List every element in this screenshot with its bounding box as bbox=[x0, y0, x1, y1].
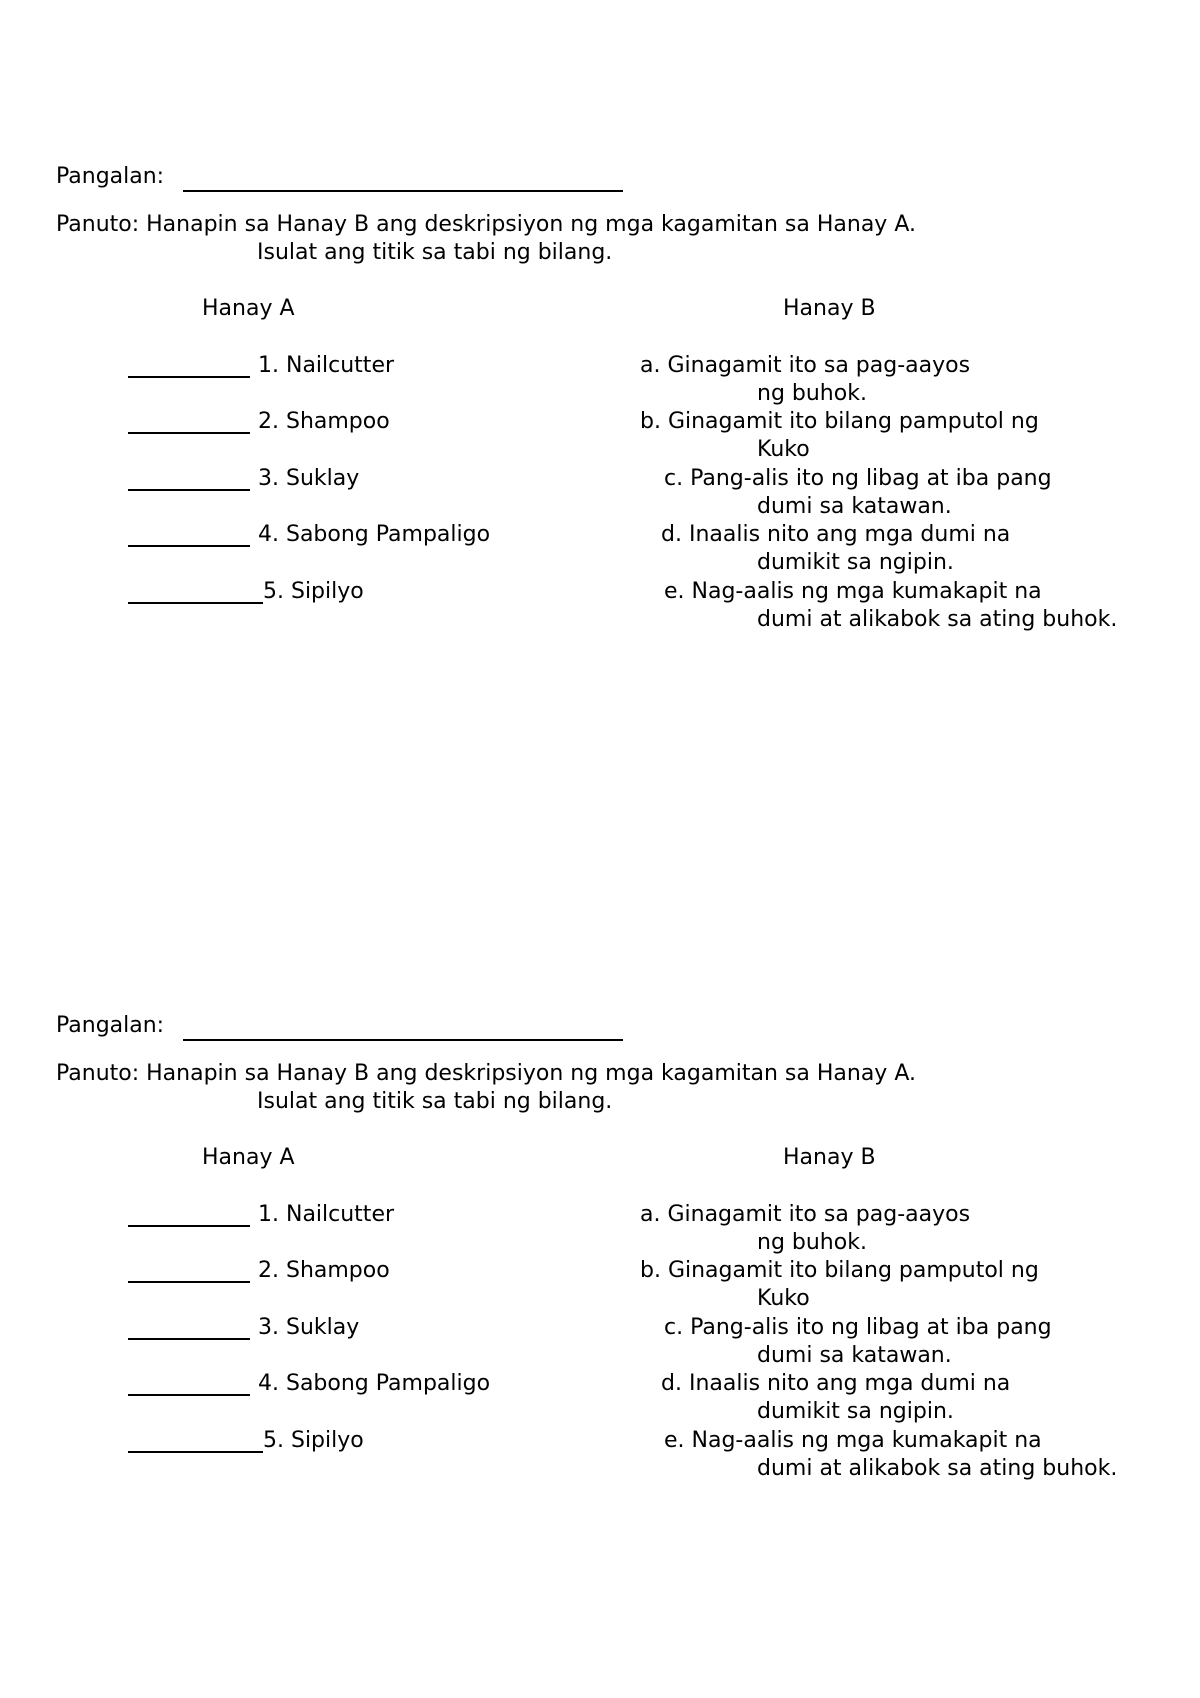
hanay-b-item-e-cont: dumi at alikabok sa ating buhok. bbox=[757, 1456, 1118, 1481]
hanay-a-item-3: 3. Suklay bbox=[258, 1315, 360, 1340]
answer-blank-2[interactable] bbox=[128, 1281, 250, 1283]
hanay-b-item-d: d. Inaalis nito ang mga dumi na bbox=[661, 522, 1011, 547]
hanay-a-item-3: 3. Suklay bbox=[258, 466, 360, 491]
hanay-a-item-1: 1. Nailcutter bbox=[258, 1202, 395, 1227]
instruction-line-2: Isulat ang titik sa tabi ng bilang. bbox=[257, 240, 613, 265]
name-blank-line[interactable] bbox=[183, 190, 623, 192]
hanay-b-item-e: e. Nag-aalis ng mga kumakapit na bbox=[664, 1428, 1042, 1453]
hanay-b-item-a: a. Ginagamit ito sa pag-aayos bbox=[640, 1202, 971, 1227]
name-label: Pangalan: bbox=[56, 164, 165, 189]
hanay-b-item-b-cont: Kuko bbox=[757, 1286, 810, 1311]
hanay-b-item-b: b. Ginagamit ito bilang pamputol ng bbox=[640, 1258, 1039, 1283]
column-b-header: Hanay B bbox=[783, 1145, 876, 1170]
answer-blank-4[interactable] bbox=[128, 1394, 250, 1396]
hanay-b-item-c: c. Pang-alis ito ng libag at iba pang bbox=[664, 1315, 1052, 1340]
hanay-b-item-d: d. Inaalis nito ang mga dumi na bbox=[661, 1371, 1011, 1396]
instruction-line-1: Panuto: Hanapin sa Hanay B ang deskripsiyon ng mga kagamitan sa Hanay A. bbox=[56, 1061, 916, 1086]
hanay-a-item-5: 5. Sipilyo bbox=[263, 1428, 364, 1453]
instruction-line-2: Isulat ang titik sa tabi ng bilang. bbox=[257, 1089, 613, 1114]
column-a-header: Hanay A bbox=[202, 1145, 295, 1170]
hanay-b-item-a-cont: ng buhok. bbox=[757, 381, 867, 406]
answer-blank-5[interactable] bbox=[128, 602, 263, 604]
answer-blank-1[interactable] bbox=[128, 376, 250, 378]
column-a-header: Hanay A bbox=[202, 296, 295, 321]
answer-blank-1[interactable] bbox=[128, 1225, 250, 1227]
hanay-b-item-e-cont: dumi at alikabok sa ating buhok. bbox=[757, 607, 1118, 632]
hanay-a-item-5: 5. Sipilyo bbox=[263, 579, 364, 604]
hanay-b-item-d-cont: dumikit sa ngipin. bbox=[757, 550, 954, 575]
hanay-a-item-2: 2. Shampoo bbox=[258, 409, 390, 434]
hanay-b-item-a: a. Ginagamit ito sa pag-aayos bbox=[640, 353, 971, 378]
hanay-b-item-d-cont: dumikit sa ngipin. bbox=[757, 1399, 954, 1424]
hanay-b-item-b-cont: Kuko bbox=[757, 437, 810, 462]
hanay-a-item-1: 1. Nailcutter bbox=[258, 353, 395, 378]
hanay-b-item-e: e. Nag-aalis ng mga kumakapit na bbox=[664, 579, 1042, 604]
hanay-a-item-4: 4. Sabong Pampaligo bbox=[258, 1371, 491, 1396]
instruction-line-1: Panuto: Hanapin sa Hanay B ang deskripsiyon ng mga kagamitan sa Hanay A. bbox=[56, 212, 916, 237]
answer-blank-2[interactable] bbox=[128, 432, 250, 434]
answer-blank-3[interactable] bbox=[128, 489, 250, 491]
worksheet-2 bbox=[0, 849, 1200, 1698]
answer-blank-5[interactable] bbox=[128, 1451, 263, 1453]
answer-blank-3[interactable] bbox=[128, 1338, 250, 1340]
hanay-b-item-c-cont: dumi sa katawan. bbox=[757, 494, 952, 519]
hanay-a-item-2: 2. Shampoo bbox=[258, 1258, 390, 1283]
column-b-header: Hanay B bbox=[783, 296, 876, 321]
name-label: Pangalan: bbox=[56, 1013, 165, 1038]
hanay-b-item-c-cont: dumi sa katawan. bbox=[757, 1343, 952, 1368]
name-blank-line[interactable] bbox=[183, 1039, 623, 1041]
answer-blank-4[interactable] bbox=[128, 545, 250, 547]
hanay-b-item-c: c. Pang-alis ito ng libag at iba pang bbox=[664, 466, 1052, 491]
hanay-a-item-4: 4. Sabong Pampaligo bbox=[258, 522, 491, 547]
hanay-b-item-b: b. Ginagamit ito bilang pamputol ng bbox=[640, 409, 1039, 434]
hanay-b-item-a-cont: ng buhok. bbox=[757, 1230, 867, 1255]
